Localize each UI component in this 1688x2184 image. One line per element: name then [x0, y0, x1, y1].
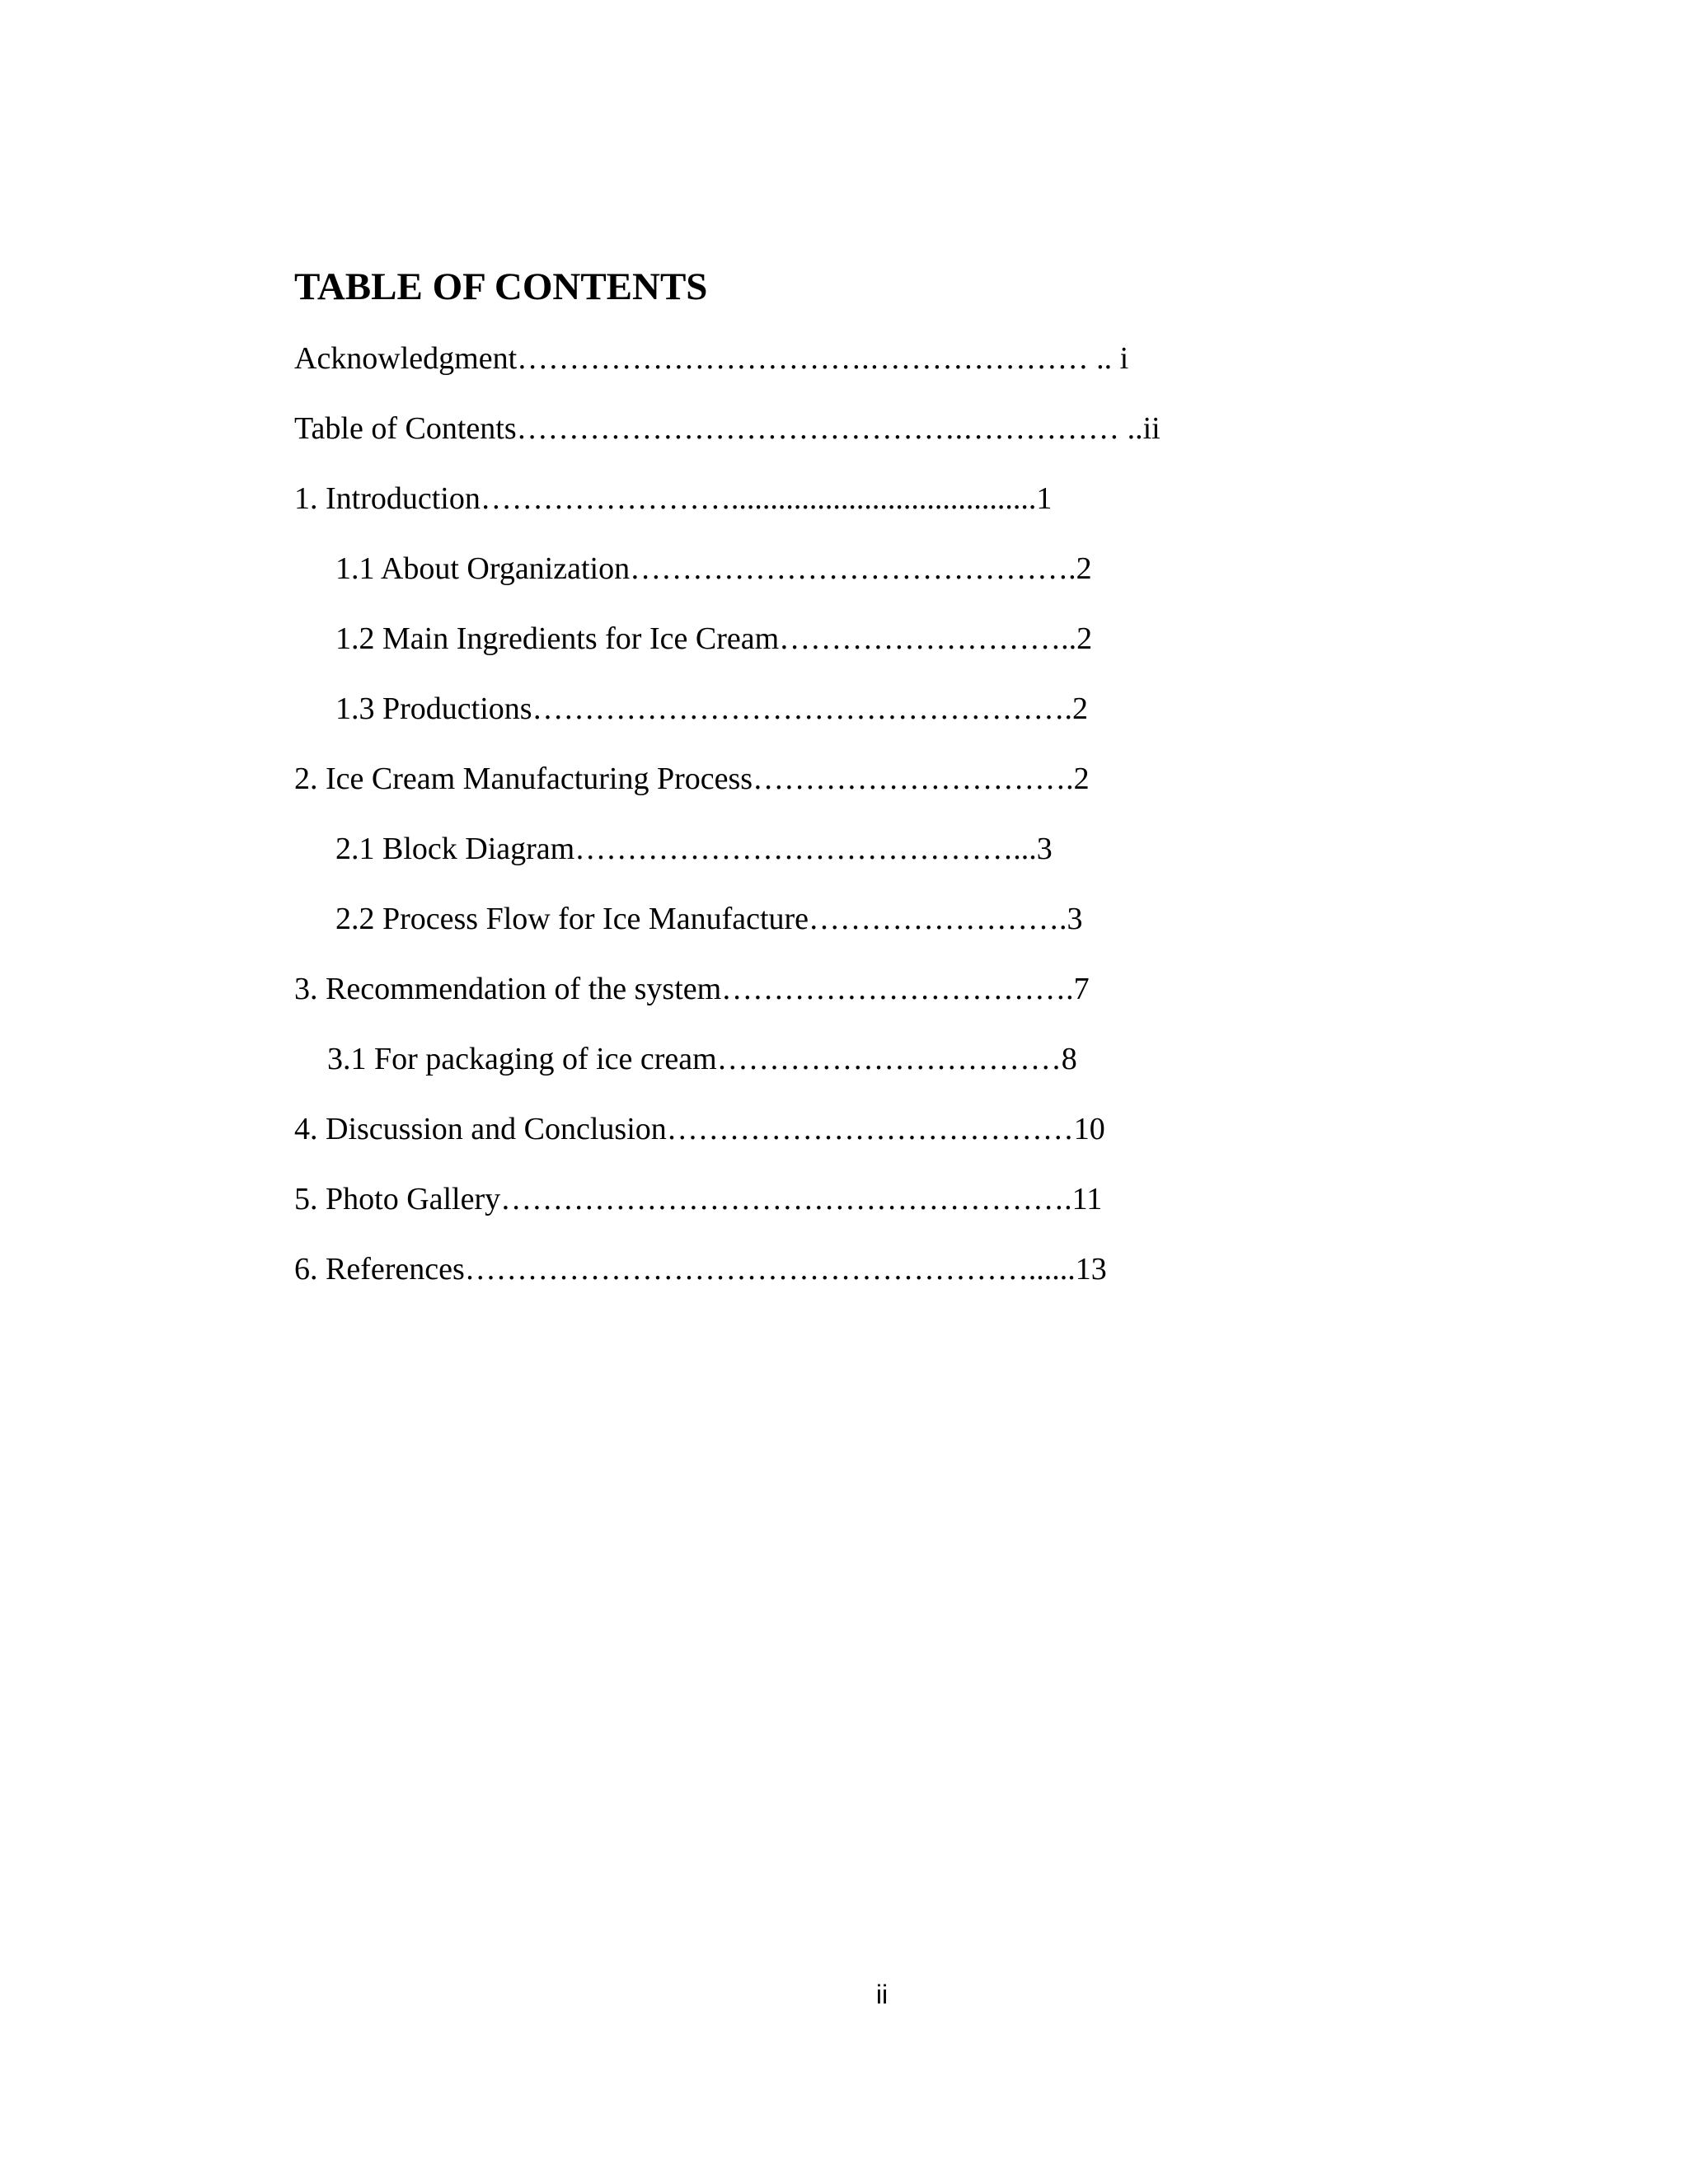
toc-entry-table-of-contents: Table of Contents…………………………………….…………… ..ii [294, 411, 1160, 446]
toc-entry-about-organization: 1.1 About Organization…………………………………….2 [335, 551, 1092, 586]
toc-entry-discussion-conclusion: 4. Discussion and Conclusion…………………………………10 [294, 1112, 1105, 1146]
toc-entry-main-ingredients: 1.2 Main Ingredients for Ice Cream………………………..2 [335, 621, 1093, 656]
toc-entry-block-diagram: 2.1 Block Diagram……………………………………...3 [335, 832, 1053, 866]
toc-heading: TABLE OF CONTENTS [294, 265, 708, 308]
toc-entry-acknowledgment: Acknowledgment…………………………….………………… .. i [294, 341, 1129, 376]
toc-entry-packaging: 3.1 For packaging of ice cream……………………………8 [327, 1042, 1077, 1076]
toc-entry-productions: 1.3 Productions…………………………………………….2 [335, 691, 1089, 726]
toc-entry-process-flow: 2.2 Process Flow for Ice Manufacture…………………….3 [335, 902, 1083, 936]
toc-entry-recommendation: 3. Recommendation of the system…………………………….7 [294, 972, 1090, 1006]
toc-entry-manufacturing-process: 2. Ice Cream Manufacturing Process………………………….2 [294, 762, 1090, 796]
toc-entry-introduction: 1. Introduction…………………….......................................1 [294, 481, 1053, 516]
toc-entry-references: 6. References………………………………………………......13 [294, 1252, 1107, 1286]
page-number: ii [875, 1980, 889, 2009]
toc-entry-photo-gallery: 5. Photo Gallery……………………………………………….11 [294, 1182, 1103, 1216]
